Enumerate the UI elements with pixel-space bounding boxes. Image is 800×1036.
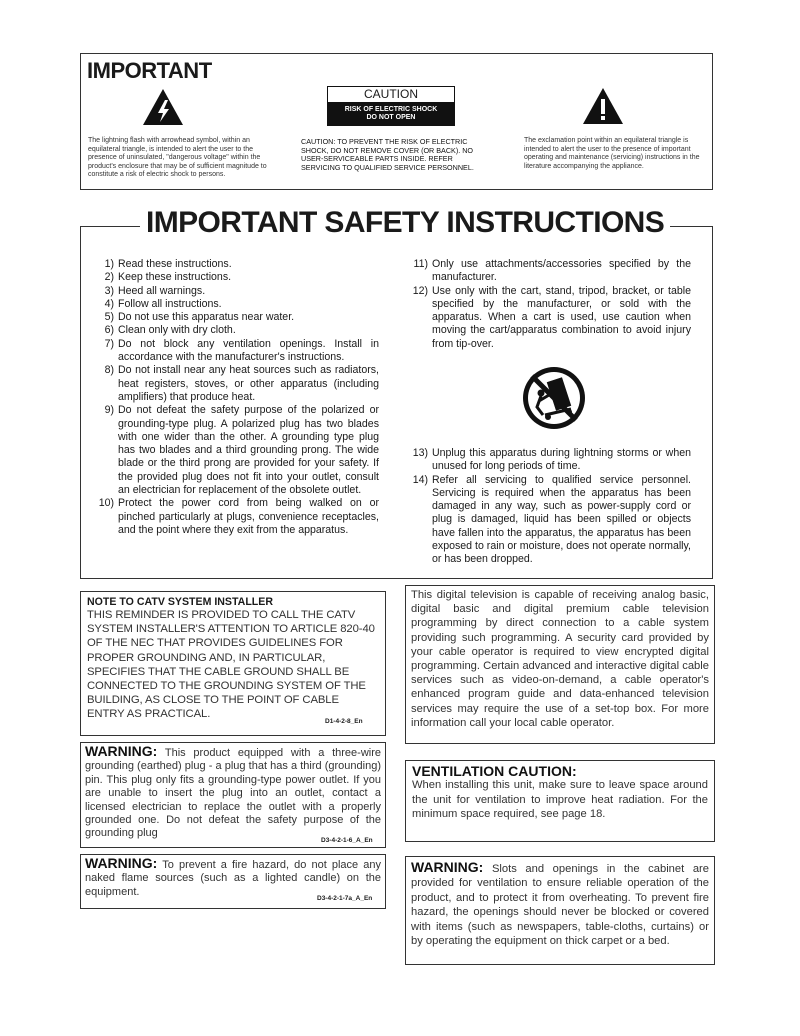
item-text: Use only with the cart, stand, tripod, bracket, or table specified by the manufacturer, or sold with the apparatus. When a cart is used, use caution when moving the cart/apparatus combination to avoid injury from tip-over.: [432, 284, 691, 350]
ventilation-warning-box: [405, 856, 715, 965]
item-text: Only use attachments/accessories specified by the manufacturer.: [432, 258, 691, 284]
safety-list-right-top: [410, 258, 691, 351]
catv-note-title: NOTE TO CATV SYSTEM INSTALLER: [87, 596, 273, 608]
item-number: 4): [104, 297, 114, 310]
item-number: 13): [412, 447, 428, 459]
item-text: Do not install near any heat sources such as radiators, heat registers, stoves, or other apparatus (including amplifiers) that produce heat.: [118, 364, 379, 403]
fire-warning-label: WARNING:: [85, 855, 158, 871]
item-text: Unplug this apparatus during lightning storms or when unused for long periods of time.: [432, 447, 691, 473]
item-text: Refer all servicing to qualified service personnel. Servicing is required when the apparatus has been damaged in any way, such as power-supply cord or plug is damaged, liquid has been spilled or objects have fallen into the apparatus, the apparatus has been exposed to rain or moisture, does not operate normally, or has been dropped.: [432, 473, 691, 566]
item-number: 12): [412, 284, 428, 297]
digital-tv-box: [405, 585, 715, 744]
safety-item: [96, 497, 379, 537]
ventilation-warning-label: WARNING:: [411, 859, 484, 875]
item-text: Protect the power cord from being walked on or pinched particularly at plugs, convenience receptacles, and the point where they exit from the apparatus.: [118, 497, 379, 536]
item-text: Do not use this apparatus near water.: [118, 311, 295, 324]
ventilation-caution-title: VENTILATION CAUTION:: [412, 763, 577, 779]
safety-item: [96, 324, 379, 337]
digital-tv-text: This digital television is capable of receiving analog basic, digital basic and digital premium cable television programming by direct connection to a cable system providing such programming. A security card provided by your cable operator is required to view encrypted digital programming. Certain advanced and interactive digital cable services such as video-on-demand, a cable operator's enhanced program guide and data-enhanced television services may require the use of a set-top box. For more information call your local cable operator.: [411, 589, 709, 729]
safety-item: [96, 338, 379, 365]
grounding-warning-text: This product equipped with a three-wire grounding (earthed) plug - a plug that has a third (grounding) pin. This plug only fits a grounding-type power outlet. If you are unable to insert the plug into an outlet, contact a licensed electrician to replace the outlet with a properly grounded one. Do not defeat the safety purpose of the grounding plug: [85, 747, 381, 840]
caution-shock-label: [328, 103, 454, 126]
item-text: Heed all warnings.: [118, 284, 206, 297]
item-number: 11): [413, 258, 428, 270]
ventilation-caution-text: When installing this unit, make sure to leave space around the unit for ventilation to improve heat radiation. For the minimum space required, see page 18.: [412, 779, 708, 821]
catv-note-body: [87, 608, 379, 722]
safety-item: [96, 298, 379, 311]
item-number: 5): [104, 311, 114, 324]
catv-note-text: THIS REMINDER IS PROVIDED TO CALL THE CATV SYSTEM INSTALLER'S ATTENTION TO ARTICLE 820-40 OF THE NEC THAT PROVIDES GUIDELINES FOR PROPER GROUNDING AND, IN PARTICULAR, SPECIFIES THAT THE CABLE GROUND SHALL BE CONNECTED TO THE GROUNDING SYSTEM OF THE BUILDING, AS CLOSE TO THE POINT OF CABLE ENTRY AS PRACTICAL.: [87, 609, 375, 721]
item-text: Read these instructions.: [118, 258, 232, 270]
item-text: Do not block any ventilation openings. Install in accordance with the manufacturer's instructions.: [118, 337, 379, 364]
item-number: 3): [104, 284, 114, 297]
safety-item: [96, 311, 379, 324]
ventilation-caution-box: [405, 760, 715, 842]
safety-item: [410, 474, 691, 567]
item-number: 1): [104, 258, 114, 270]
safety-item: [96, 258, 379, 271]
catv-note-box: [80, 591, 386, 736]
item-number: 2): [104, 271, 114, 284]
lightning-description: The lightning flash with arrowhead symbol, within an equilateral triangle, is intended to alert the user to the presence of uninsulated, "dangerous voltage" within the product's enclosure that may be of sufficient magnitude to constitute a risk of electric shock to persons.: [88, 137, 267, 179]
ventilation-warning-text: Slots and openings in the cabinet are provided for ventilation to ensure reliable operation of the product, and to protect it from overheating. To prevent fire hazard, the openings should never be blocked or covered with items (such as newspapers, table-cloths, curtains) or by operating the equipment on thick carpet or a bed.: [411, 863, 709, 948]
cart-tipover-warning-icon: [521, 365, 587, 431]
lightning-warning-icon: [142, 88, 184, 126]
safety-item: [96, 404, 379, 497]
item-number: 10): [98, 497, 114, 510]
item-number: 7): [104, 337, 114, 350]
safety-list-right-bottom: [410, 447, 691, 567]
safety-item: [96, 271, 379, 284]
safety-item: [410, 258, 691, 285]
grounding-warning-label: WARNING:: [85, 743, 158, 759]
safety-list-left: [96, 258, 379, 537]
grounding-warning-code: D3-4-2-1-6_A_En: [321, 837, 373, 844]
fire-warning-code: D3-4-2-1-7a_A_En: [317, 895, 373, 902]
safety-instructions-title: IMPORTANT SAFETY INSTRUCTIONS: [140, 206, 670, 240]
item-number: 8): [104, 364, 114, 377]
fire-warning-text: To prevent a fire hazard, do not place any naked flame sources (such as a lighted candle) on the equipment.: [85, 859, 381, 898]
caution-shock-line2: DO NOT OPEN: [366, 114, 416, 121]
safety-item: [410, 447, 691, 474]
item-number: 9): [104, 404, 114, 417]
safety-item: [96, 285, 379, 298]
item-text: Clean only with dry cloth.: [118, 324, 236, 337]
caution-description: CAUTION: TO PREVENT THE RISK OF ELECTRIC SHOCK, DO NOT REMOVE COVER (OR BACK). NO USER-SERVICEABLE PARTS INSIDE. REFER SERVICING TO QUALIFIED SERVICE PERSONNEL.: [301, 137, 474, 172]
catv-note-code: D1-4-2-8_En: [325, 718, 363, 725]
exclamation-warning-icon: [582, 87, 624, 125]
item-text: Keep these instructions.: [118, 271, 232, 284]
safety-item: [410, 285, 691, 351]
item-number: 6): [104, 324, 114, 337]
safety-item: [96, 364, 379, 404]
item-text: Do not defeat the safety purpose of the polarized or grounding-type plug. A polarized plug has two blades with one wider than the other. A grounding type plug has two blades and a third grounding prong. The wide blade or the third prong are provided for your safety. If the provided plug does not fit into your outlet, consult an electrician for replacement of the obsolete outlet.: [118, 404, 379, 497]
item-text: Follow all instructions.: [118, 297, 222, 310]
important-title: IMPORTANT: [87, 58, 212, 83]
caution-label-box: [327, 86, 455, 126]
caution-label: CAUTION: [328, 87, 454, 103]
grounding-warning-box: [80, 742, 386, 848]
caution-shock-line1: RISK OF ELECTRIC SHOCK: [344, 106, 438, 113]
exclamation-description: The exclamation point within an equilateral triangle is intended to alert the user to the presence of important operating and maintenance (servicing) instructions in the literature accompanying the appliance.: [524, 137, 700, 170]
item-number: 14): [412, 473, 428, 486]
